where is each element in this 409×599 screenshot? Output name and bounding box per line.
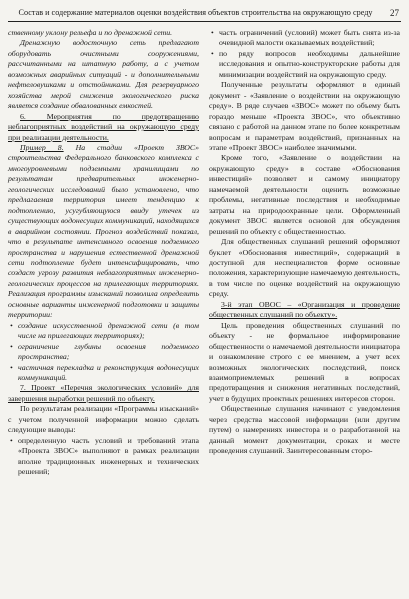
list-item: • создание искусственной дренажной сети (в том числе на прилегающих территориях); (8, 321, 199, 342)
paragraph: Цель проведения общественных слушаний по объекту - не формальное информирование общественности о намечаемой деятельности инициатора и ознакомление строго с ее мнением, а учет всех возможных экологических последствий, поиск взаимоприемлемых решений в вопросах предотвращения и снижения негативных последствий, учет в будущих проектных решениях интересов сторон. (209, 320, 400, 403)
paragraph: ственному уклону рельефа и по дренажной сети. (8, 28, 173, 37)
list-item: • часть ограничений (условий) может быть снята из-за очевидной малости оказываемых воздействий; (209, 28, 400, 49)
paragraph: Для общественных слушаний решений оформляют буклет «Обоснования инвестиций», содержащий в доступной для неспециалистов форме основные положения, характеризующие намечаемую деятельность, в том числе по оценке воздействий на окружающую среду. (209, 237, 400, 299)
paragraph: Полученные результаты оформляют в единый документ - «Заявление о воздействии на окружающую среду». В ряде случаев «ЗВОС» может по объему быть гораздо меньше «Проекта ЗВОС», что объективно связано с работой на данном этапе по более конкретным вопросам и параметрам воздействий, признанных на этапе «Проект ЗВОС» наиболее значимыми. (209, 80, 400, 152)
right-column (209, 28, 400, 477)
example-label: Пример 8. (20, 142, 64, 152)
example-paragraph (8, 143, 199, 321)
paragraph: По результатам реализации «Программы изысканий» с учетом полученной информации можно сделать следующие выводы: (8, 404, 199, 435)
list-item: • частичная перекладка и реконструкция водонесущих коммуникаций. (8, 363, 199, 384)
paragraph: Дренажную водосточную сеть предлагают оборудовать очистными сооружениями, рассчитанными на штатную работу, а с учетом возможных аварийных ситуаций - и дополнительными нефтеловушками и отстойниками. Для резервуарного хозяйства мерой снижения экологического риска является создание обвалованных емкостей. (8, 38, 199, 111)
header-title: Состав и содержание материалов оценки воздействия объектов строительства на окружающую среду (18, 8, 373, 17)
list-item: • ограничение глубины освоения подземного пространства; (8, 342, 199, 363)
section-heading-stage-3: 3-й этап ОВОС – «Организация и проведение общественных слушаний по объекту». (209, 299, 400, 320)
section-heading-6: 6. Мероприятия по предотвращению неблагоприятных воздействий на окружающую среду при реализации деятельности. (8, 111, 199, 142)
page-number: 27 (390, 8, 399, 18)
paragraph: Общественные слушания начинают с уведомления через средства массовой информации (или другим путем) о намерениях инвестора и о разработанной на данный момент документации, сроках и месте проведения слушаний. Заинтересованным сторо- (209, 404, 400, 456)
paragraph: Кроме того, «Заявление о воздействии на окружающую среду» в составе «Обоснования инвестиций» позволяет и самому инициатору намечаемой деятельности оценить возможные проблемы, негативные последствия и необходимые затраты на природоохранные цели. Оформленный документ ЗВОС является основой для обсуждения решений по объекту с общественностью. (209, 153, 400, 236)
left-column (8, 28, 199, 477)
example-text: На стадии «Проект ЗВОС» строительства Федерального банковского комплекса с многоуровневыми подземными хранилищами по результатам предварительных инженерно-геологических исследований было установлено, что предлагаемая территория имеет тенденцию к подтоплению, усугубляющуюся ввиду утечек из существующих водонесущих коммуникаций, находящихся в аварийном состоянии. Прогноз воздействий показал, что в результате интенсивного освоения подземного пространства и нарушения естественной дренажной сети подтопление будет интенсифицировать, что создаст угрозу развития неблагоприятных инженерно-геологических процессов на прилегающих территориях. Реализация программы изысканий позволила определить основные варианты инженерной подготовки и защиты территории: (8, 142, 199, 320)
section-heading-7: 7. Проект «Перечня экологических условий» для завершения выработки решений по объекту. (8, 383, 199, 403)
list-item: • по ряду вопросов необходимы дальнейшие исследования и опытно-конструкторские работы для минимизации воздействий на окружающую среду. (209, 49, 400, 80)
list-item: • определенную часть условий и требований этапа «Проекта ЗВОС» выполняют в рамках реализации вполне традиционных инженерных и технических решений; (8, 436, 199, 478)
running-header (8, 6, 401, 22)
two-column-body (8, 28, 401, 477)
